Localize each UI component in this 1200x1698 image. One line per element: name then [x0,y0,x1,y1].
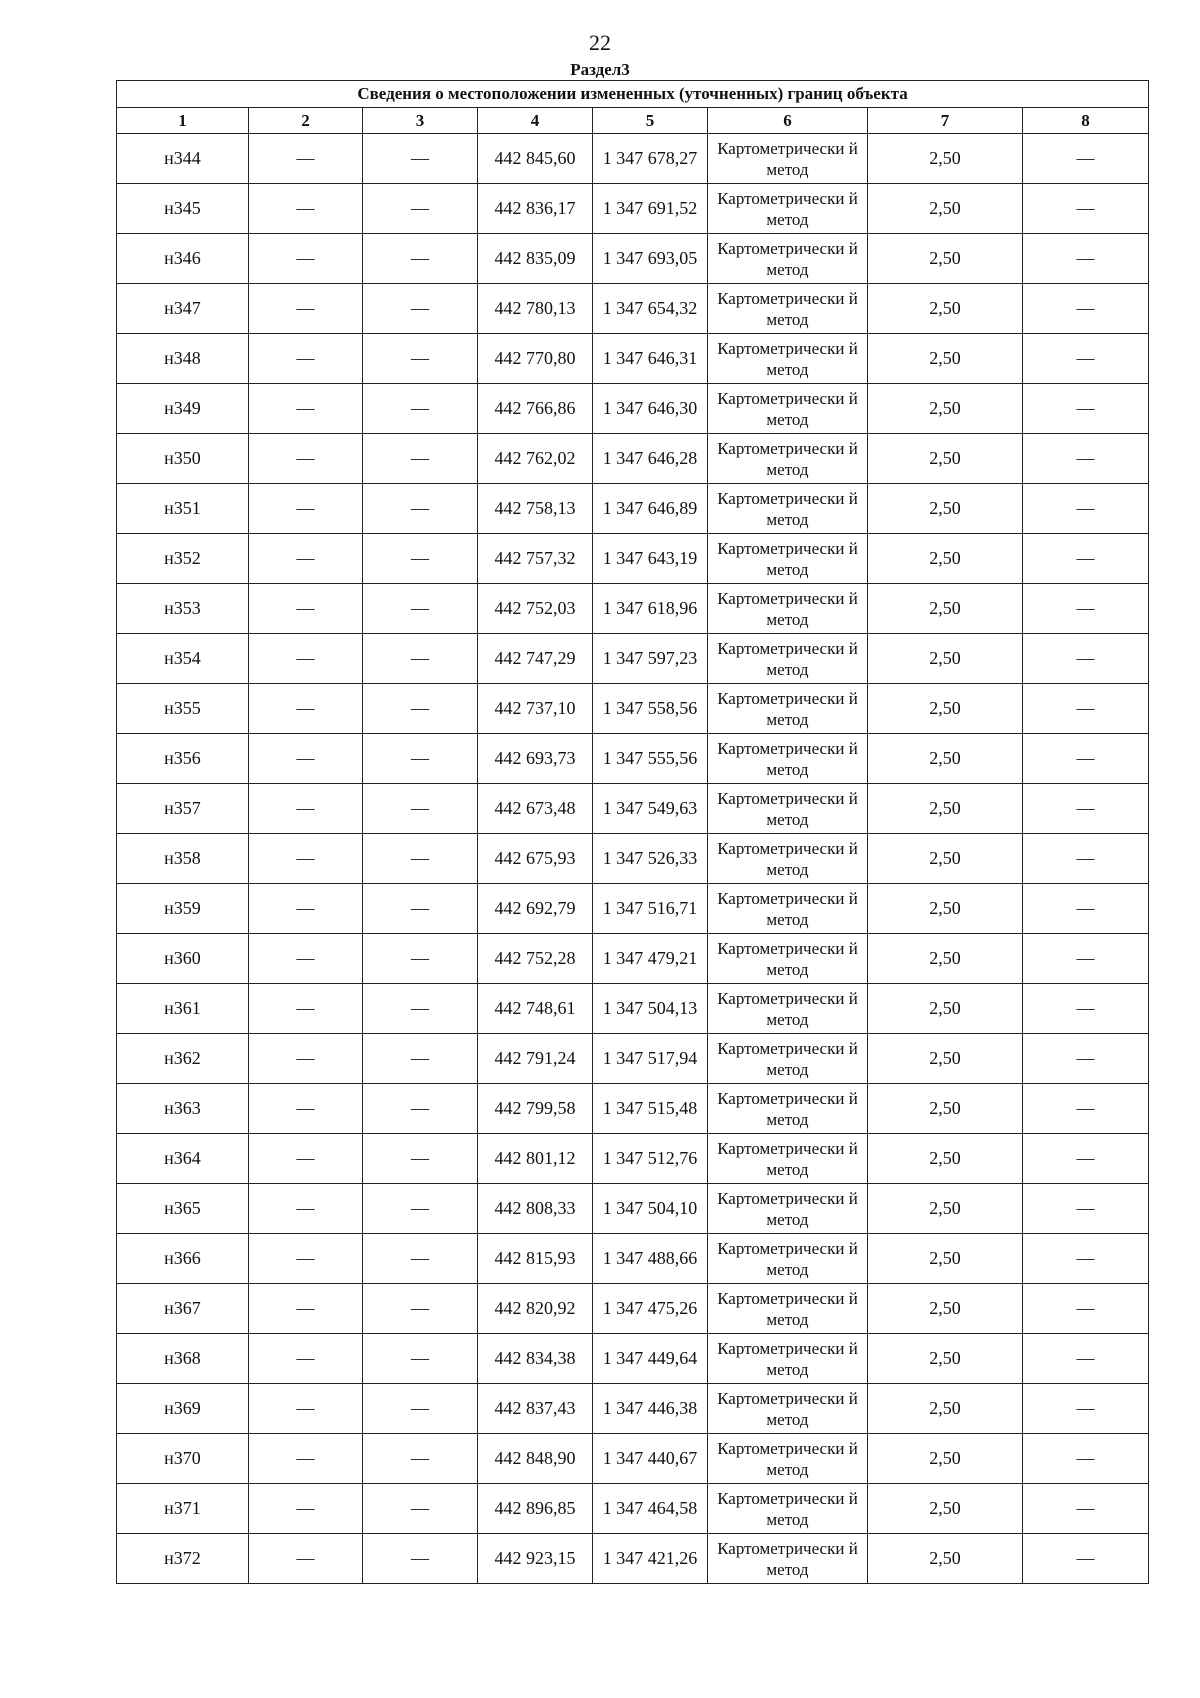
cell-new-y: 1 347 618,96 [593,584,708,634]
cell-new-x: 442 693,73 [478,734,593,784]
cell-old-x: — [249,1534,363,1584]
cell-accuracy: 2,50 [868,234,1023,284]
cell-point-name: н353 [117,584,249,634]
cell-new-y: 1 347 421,26 [593,1534,708,1584]
cell-description: — [1023,1134,1149,1184]
table-row [117,834,1149,884]
cell-old-x: — [249,1234,363,1284]
cell-new-y: 1 347 555,56 [593,734,708,784]
cell-point-name: н368 [117,1334,249,1384]
cell-point-name: н364 [117,1134,249,1184]
cell-method: Картометрически й метод [708,984,868,1034]
cell-accuracy: 2,50 [868,1234,1023,1284]
cell-new-y: 1 347 446,38 [593,1384,708,1434]
cell-new-x: 442 836,17 [478,184,593,234]
cell-old-y: — [363,284,478,334]
cell-description: — [1023,1434,1149,1484]
cell-description: — [1023,1234,1149,1284]
cell-description: — [1023,1034,1149,1084]
cell-new-y: 1 347 646,30 [593,384,708,434]
cell-new-x: 442 835,09 [478,234,593,284]
cell-old-x: — [249,934,363,984]
cell-accuracy: 2,50 [868,534,1023,584]
cell-new-x: 442 748,61 [478,984,593,1034]
cell-method: Картометрически й метод [708,484,868,534]
page-number: 22 [589,30,611,55]
cell-new-x: 442 815,93 [478,1234,593,1284]
column-number-row [117,108,1149,134]
cell-old-x: — [249,384,363,434]
cell-old-y: — [363,1134,478,1184]
cell-old-y: — [363,234,478,284]
cell-old-y: — [363,134,478,184]
cell-old-x: — [249,1284,363,1334]
table-row [117,934,1149,984]
cell-old-x: — [249,1484,363,1534]
cell-new-x: 442 801,12 [478,1134,593,1184]
table-row [117,684,1149,734]
column-number: 2 [249,108,363,134]
table-row [117,484,1149,534]
cell-old-y: — [363,1184,478,1234]
cell-description: — [1023,1084,1149,1134]
cell-old-y: — [363,934,478,984]
cell-old-y: — [363,184,478,234]
cell-description: — [1023,1184,1149,1234]
cell-new-x: 442 673,48 [478,784,593,834]
cell-new-y: 1 347 549,63 [593,784,708,834]
table-row [117,184,1149,234]
cell-old-x: — [249,1334,363,1384]
table-row [117,1184,1149,1234]
cell-description: — [1023,184,1149,234]
cell-point-name: н354 [117,634,249,684]
cell-description: — [1023,1384,1149,1434]
cell-method: Картометрически й метод [708,1334,868,1384]
cell-accuracy: 2,50 [868,1284,1023,1334]
cell-new-y: 1 347 597,23 [593,634,708,684]
cell-accuracy: 2,50 [868,834,1023,884]
cell-old-y: — [363,1434,478,1484]
cell-method: Картометрически й метод [708,684,868,734]
cell-new-y: 1 347 488,66 [593,1234,708,1284]
table-row [117,1434,1149,1484]
cell-method: Картометрически й метод [708,1534,868,1584]
cell-old-y: — [363,884,478,934]
cell-old-x: — [249,534,363,584]
cell-new-y: 1 347 678,27 [593,134,708,184]
cell-new-y: 1 347 654,32 [593,284,708,334]
cell-accuracy: 2,50 [868,884,1023,934]
cell-new-y: 1 347 504,10 [593,1184,708,1234]
cell-old-x: — [249,1034,363,1084]
table-row [117,1084,1149,1134]
cell-old-y: — [363,584,478,634]
cell-old-x: — [249,334,363,384]
cell-new-y: 1 347 440,67 [593,1434,708,1484]
cell-new-x: 442 808,33 [478,1184,593,1234]
cell-point-name: н365 [117,1184,249,1234]
cell-method: Картометрически й метод [708,334,868,384]
cell-new-x: 442 845,60 [478,134,593,184]
table-row [117,284,1149,334]
table-row [117,334,1149,384]
cell-method: Картометрически й метод [708,184,868,234]
cell-old-y: — [363,1084,478,1134]
cell-old-x: — [249,184,363,234]
cell-new-y: 1 347 517,94 [593,1034,708,1084]
cell-accuracy: 2,50 [868,1084,1023,1134]
cell-old-x: — [249,584,363,634]
cell-point-name: н371 [117,1484,249,1534]
cell-description: — [1023,734,1149,784]
cell-description: — [1023,1334,1149,1384]
cell-method: Картометрически й метод [708,534,868,584]
table-row [117,134,1149,184]
cell-old-x: — [249,834,363,884]
cell-new-x: 442 752,28 [478,934,593,984]
cell-point-name: н346 [117,234,249,284]
cell-method: Картометрически й метод [708,784,868,834]
cell-new-x: 442 758,13 [478,484,593,534]
cell-description: — [1023,934,1149,984]
cell-accuracy: 2,50 [868,734,1023,784]
cell-description: — [1023,334,1149,384]
table-row [117,1134,1149,1184]
cell-new-x: 442 770,80 [478,334,593,384]
cell-old-x: — [249,484,363,534]
cell-old-x: — [249,284,363,334]
cell-method: Картометрически й метод [708,634,868,684]
cell-accuracy: 2,50 [868,784,1023,834]
cell-new-x: 442 692,79 [478,884,593,934]
cell-new-y: 1 347 449,64 [593,1334,708,1384]
cell-new-y: 1 347 516,71 [593,884,708,934]
cell-description: — [1023,434,1149,484]
cell-point-name: н350 [117,434,249,484]
cell-description: — [1023,484,1149,534]
cell-description: — [1023,684,1149,734]
table-row [117,634,1149,684]
cell-accuracy: 2,50 [868,1184,1023,1234]
cell-old-x: — [249,784,363,834]
cell-point-name: н356 [117,734,249,784]
cell-old-y: — [363,534,478,584]
cell-point-name: н347 [117,284,249,334]
cell-old-y: — [363,1384,478,1434]
cell-new-x: 442 762,02 [478,434,593,484]
column-number: 5 [593,108,708,134]
cell-point-name: н370 [117,1434,249,1484]
cell-new-x: 442 799,58 [478,1084,593,1134]
cell-point-name: н344 [117,134,249,184]
cell-new-x: 442 737,10 [478,684,593,734]
cell-new-y: 1 347 479,21 [593,934,708,984]
cell-point-name: н366 [117,1234,249,1284]
column-number: 7 [868,108,1023,134]
cell-old-x: — [249,634,363,684]
table-row [117,434,1149,484]
cell-description: — [1023,534,1149,584]
cell-old-y: — [363,1484,478,1534]
cell-description: — [1023,1534,1149,1584]
cell-old-y: — [363,1284,478,1334]
cell-new-y: 1 347 526,33 [593,834,708,884]
table-row [117,1334,1149,1384]
column-number: 4 [478,108,593,134]
cell-old-x: — [249,684,363,734]
cell-accuracy: 2,50 [868,1484,1023,1534]
cell-point-name: н360 [117,934,249,984]
cell-new-y: 1 347 475,26 [593,1284,708,1334]
cell-method: Картометрически й метод [708,1134,868,1184]
cell-point-name: н352 [117,534,249,584]
cell-new-x: 442 752,03 [478,584,593,634]
cell-new-y: 1 347 643,19 [593,534,708,584]
cell-method: Картометрически й метод [708,384,868,434]
cell-old-x: — [249,134,363,184]
cell-old-x: — [249,734,363,784]
cell-new-x: 442 848,90 [478,1434,593,1484]
cell-accuracy: 2,50 [868,984,1023,1034]
cell-accuracy: 2,50 [868,1384,1023,1434]
cell-method: Картометрически й метод [708,1034,868,1084]
table-row [117,884,1149,934]
cell-old-y: — [363,484,478,534]
cell-point-name: н357 [117,784,249,834]
cell-description: — [1023,834,1149,884]
table-row [117,984,1149,1034]
cell-point-name: н355 [117,684,249,734]
cell-accuracy: 2,50 [868,1434,1023,1484]
cell-old-y: — [363,334,478,384]
cell-new-y: 1 347 512,76 [593,1134,708,1184]
cell-method: Картометрически й метод [708,1384,868,1434]
table-caption: Сведения о местоположении измененных (уточненных) границ объекта [117,81,1149,108]
cell-method: Картометрически й метод [708,884,868,934]
cell-new-y: 1 347 558,56 [593,684,708,734]
table-caption-row [117,81,1149,108]
cell-old-y: — [363,734,478,784]
cell-description: — [1023,984,1149,1034]
cell-accuracy: 2,50 [868,684,1023,734]
cell-description: — [1023,284,1149,334]
cell-point-name: н351 [117,484,249,534]
cell-description: — [1023,884,1149,934]
cell-accuracy: 2,50 [868,584,1023,634]
cell-new-x: 442 820,92 [478,1284,593,1334]
cell-method: Картометрически й метод [708,734,868,784]
cell-accuracy: 2,50 [868,1534,1023,1584]
cell-new-x: 442 675,93 [478,834,593,884]
table-row [117,534,1149,584]
cell-point-name: н372 [117,1534,249,1584]
table-row [117,1234,1149,1284]
cell-old-y: — [363,1534,478,1584]
cell-method: Картометрически й метод [708,1434,868,1484]
cell-description: — [1023,634,1149,684]
table-row [117,784,1149,834]
cell-description: — [1023,1284,1149,1334]
cell-point-name: н361 [117,984,249,1034]
cell-new-y: 1 347 515,48 [593,1084,708,1134]
cell-accuracy: 2,50 [868,434,1023,484]
section-title: Раздел3 [570,60,630,79]
cell-old-x: — [249,434,363,484]
table-row [117,234,1149,284]
cell-accuracy: 2,50 [868,284,1023,334]
cell-old-y: — [363,634,478,684]
cell-new-x: 442 757,32 [478,534,593,584]
cell-new-y: 1 347 646,28 [593,434,708,484]
cell-point-name: н349 [117,384,249,434]
cell-method: Картометрически й метод [708,584,868,634]
table-row [117,1384,1149,1434]
cell-method: Картометрически й метод [708,134,868,184]
column-number: 6 [708,108,868,134]
cell-new-y: 1 347 646,89 [593,484,708,534]
boundary-coordinates-table [116,80,1149,1584]
cell-method: Картометрически й метод [708,284,868,334]
cell-description: — [1023,1484,1149,1534]
table-row [117,384,1149,434]
cell-description: — [1023,584,1149,634]
cell-old-y: — [363,1334,478,1384]
cell-accuracy: 2,50 [868,134,1023,184]
cell-description: — [1023,134,1149,184]
cell-old-y: — [363,784,478,834]
cell-description: — [1023,384,1149,434]
column-number: 1 [117,108,249,134]
cell-new-x: 442 896,85 [478,1484,593,1534]
table-body [117,134,1149,1584]
cell-old-x: — [249,1384,363,1434]
cell-point-name: н359 [117,884,249,934]
cell-new-y: 1 347 464,58 [593,1484,708,1534]
cell-method: Картометрически й метод [708,1184,868,1234]
cell-point-name: н363 [117,1084,249,1134]
cell-method: Картометрически й метод [708,1284,868,1334]
cell-method: Картометрически й метод [708,1084,868,1134]
table-row [117,584,1149,634]
cell-old-x: — [249,884,363,934]
cell-accuracy: 2,50 [868,334,1023,384]
cell-point-name: н362 [117,1034,249,1084]
cell-old-x: — [249,984,363,1034]
cell-method: Картометрически й метод [708,1234,868,1284]
cell-new-y: 1 347 693,05 [593,234,708,284]
cell-new-x: 442 791,24 [478,1034,593,1084]
cell-old-y: — [363,834,478,884]
cell-old-x: — [249,1184,363,1234]
cell-method: Картометрически й метод [708,934,868,984]
cell-method: Картометрически й метод [708,434,868,484]
table-row [117,1534,1149,1584]
cell-method: Картометрически й метод [708,234,868,284]
column-number: 8 [1023,108,1149,134]
table-row [117,734,1149,784]
cell-old-y: — [363,434,478,484]
cell-point-name: н348 [117,334,249,384]
cell-old-x: — [249,1134,363,1184]
cell-accuracy: 2,50 [868,934,1023,984]
cell-method: Картометрически й метод [708,1484,868,1534]
cell-old-y: — [363,384,478,434]
table-row [117,1484,1149,1534]
cell-new-x: 442 837,43 [478,1384,593,1434]
cell-new-x: 442 766,86 [478,384,593,434]
cell-new-y: 1 347 646,31 [593,334,708,384]
cell-accuracy: 2,50 [868,634,1023,684]
column-number: 3 [363,108,478,134]
cell-old-x: — [249,1084,363,1134]
cell-old-y: — [363,1234,478,1284]
cell-new-x: 442 747,29 [478,634,593,684]
table-row [117,1034,1149,1084]
cell-new-y: 1 347 504,13 [593,984,708,1034]
cell-old-y: — [363,1034,478,1084]
cell-new-y: 1 347 691,52 [593,184,708,234]
cell-point-name: н345 [117,184,249,234]
cell-description: — [1023,784,1149,834]
cell-accuracy: 2,50 [868,1334,1023,1384]
table-row [117,1284,1149,1334]
cell-new-x: 442 834,38 [478,1334,593,1384]
cell-accuracy: 2,50 [868,484,1023,534]
cell-old-y: — [363,984,478,1034]
cell-accuracy: 2,50 [868,384,1023,434]
cell-old-x: — [249,234,363,284]
cell-new-x: 442 780,13 [478,284,593,334]
cell-point-name: н369 [117,1384,249,1434]
cell-method: Картометрически й метод [708,834,868,884]
cell-point-name: н367 [117,1284,249,1334]
cell-accuracy: 2,50 [868,1134,1023,1184]
cell-accuracy: 2,50 [868,1034,1023,1084]
cell-accuracy: 2,50 [868,184,1023,234]
cell-new-x: 442 923,15 [478,1534,593,1584]
cell-old-y: — [363,684,478,734]
cell-point-name: н358 [117,834,249,884]
cell-old-x: — [249,1434,363,1484]
cell-description: — [1023,234,1149,284]
